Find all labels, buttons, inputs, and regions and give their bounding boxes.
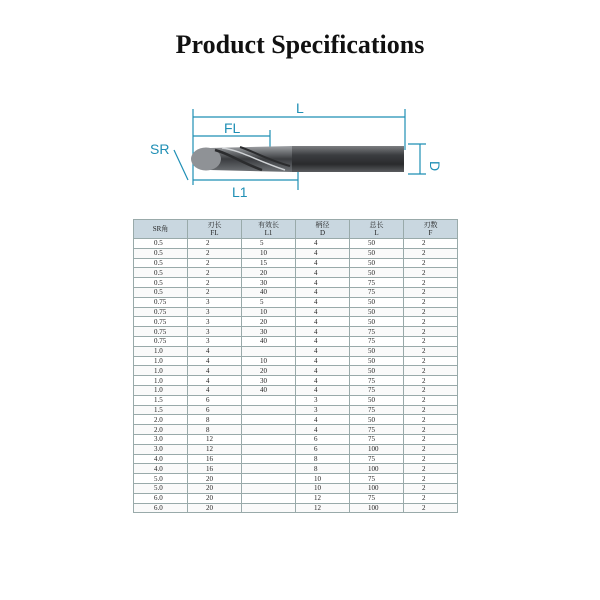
table-cell: 3: [296, 395, 350, 405]
table-cell: 50: [350, 268, 404, 278]
table-cell: 3.0: [134, 434, 188, 444]
header-f: 刃数 F: [404, 220, 458, 239]
table-cell: 4: [296, 307, 350, 317]
spec-table: [133, 219, 458, 513]
table-header-row: [134, 220, 458, 239]
table-cell: 20: [188, 474, 242, 484]
label-L: L: [296, 100, 304, 116]
table-cell: 50: [350, 366, 404, 376]
table-cell: 75: [350, 327, 404, 337]
table-cell: 4: [296, 415, 350, 425]
table-cell: 2: [404, 268, 458, 278]
table-row: [134, 464, 458, 474]
table-cell: 75: [350, 474, 404, 484]
table-cell: 0.75: [134, 307, 188, 317]
table-cell: 4: [296, 376, 350, 386]
table-cell: 4.0: [134, 464, 188, 474]
table-cell: 75: [350, 454, 404, 464]
table-cell: 6: [188, 405, 242, 415]
table-row: [134, 317, 458, 327]
table-cell: 2: [404, 258, 458, 268]
label-FL: FL: [224, 120, 241, 136]
table-cell: 20: [242, 366, 296, 376]
table-cell: 2: [404, 474, 458, 484]
table-cell: 4: [296, 317, 350, 327]
table-cell: 10: [242, 356, 296, 366]
table-cell: 15: [242, 258, 296, 268]
table-cell: 8: [188, 415, 242, 425]
table-cell: 4: [296, 336, 350, 346]
table-cell: 2: [404, 366, 458, 376]
table-cell: 3: [188, 327, 242, 337]
table-cell: 75: [350, 336, 404, 346]
table-cell: 100: [350, 444, 404, 454]
table-row: [134, 425, 458, 435]
table-cell: [242, 405, 296, 415]
table-cell: [242, 346, 296, 356]
table-cell: 6: [296, 444, 350, 454]
table-cell: 50: [350, 239, 404, 249]
table-cell: 1.0: [134, 376, 188, 386]
table-cell: 2.0: [134, 415, 188, 425]
table-cell: 6: [296, 434, 350, 444]
table-cell: 0.75: [134, 317, 188, 327]
table-cell: 10: [242, 248, 296, 258]
table-cell: 2: [404, 239, 458, 249]
table-cell: [242, 464, 296, 474]
table-row: [134, 376, 458, 386]
table-cell: 1.0: [134, 346, 188, 356]
table-cell: 50: [350, 395, 404, 405]
table-cell: 3: [188, 317, 242, 327]
table-cell: 40: [242, 287, 296, 297]
table-cell: 20: [242, 317, 296, 327]
table-row: [134, 493, 458, 503]
table-cell: 2: [404, 444, 458, 454]
table-cell: 2: [404, 483, 458, 493]
table-row: [134, 434, 458, 444]
table-cell: 50: [350, 317, 404, 327]
table-cell: 75: [350, 278, 404, 288]
table-cell: [242, 415, 296, 425]
table-cell: 50: [350, 415, 404, 425]
table-row: [134, 454, 458, 464]
table-cell: 75: [350, 405, 404, 415]
table-cell: 2: [404, 493, 458, 503]
table-cell: 16: [188, 464, 242, 474]
table-cell: 1.0: [134, 366, 188, 376]
table-cell: 2: [188, 287, 242, 297]
table-cell: 1.5: [134, 405, 188, 415]
table-cell: 100: [350, 503, 404, 513]
header-fl: 刃长 FL: [188, 220, 242, 239]
table-cell: 4: [296, 346, 350, 356]
table-cell: 10: [296, 483, 350, 493]
table-cell: 4: [296, 239, 350, 249]
table-cell: 2: [188, 258, 242, 268]
table-cell: 10: [242, 307, 296, 317]
table-cell: 30: [242, 376, 296, 386]
table-cell: [242, 395, 296, 405]
table-cell: 100: [350, 483, 404, 493]
table-cell: 40: [242, 336, 296, 346]
table-cell: 4: [296, 297, 350, 307]
table-cell: 4: [296, 278, 350, 288]
table-cell: 75: [350, 425, 404, 435]
table-cell: 2: [404, 464, 458, 474]
table-cell: 12: [296, 493, 350, 503]
table-cell: 75: [350, 385, 404, 395]
table-row: [134, 297, 458, 307]
table-cell: 4: [296, 356, 350, 366]
table-row: [134, 444, 458, 454]
table-cell: 50: [350, 297, 404, 307]
table-cell: 1.0: [134, 356, 188, 366]
table-cell: 2: [404, 336, 458, 346]
table-cell: 6.0: [134, 503, 188, 513]
table-cell: 4: [296, 327, 350, 337]
table-cell: 50: [350, 346, 404, 356]
end-mill-diagram: [0, 90, 600, 210]
table-row: [134, 287, 458, 297]
table-cell: [242, 434, 296, 444]
table-cell: 3: [188, 297, 242, 307]
table-cell: 0.75: [134, 327, 188, 337]
table-row: [134, 336, 458, 346]
table-cell: 2: [404, 425, 458, 435]
header-l: 总长 L: [350, 220, 404, 239]
table-cell: 2: [188, 268, 242, 278]
table-cell: 75: [350, 287, 404, 297]
spec-table-body: [134, 239, 458, 513]
table-row: [134, 415, 458, 425]
table-row: [134, 503, 458, 513]
table-cell: 6: [188, 395, 242, 405]
table-cell: [242, 454, 296, 464]
table-cell: 12: [296, 503, 350, 513]
table-cell: 75: [350, 376, 404, 386]
table-cell: 3: [188, 307, 242, 317]
table-cell: 100: [350, 464, 404, 474]
table-cell: 2: [404, 278, 458, 288]
table-cell: 4: [296, 268, 350, 278]
table-cell: 0.5: [134, 278, 188, 288]
table-cell: 20: [242, 268, 296, 278]
table-cell: 1.0: [134, 385, 188, 395]
table-cell: 5.0: [134, 483, 188, 493]
table-row: [134, 483, 458, 493]
table-row: [134, 395, 458, 405]
table-cell: 8: [296, 464, 350, 474]
table-cell: 2: [404, 346, 458, 356]
table-row: [134, 356, 458, 366]
table-cell: 4: [188, 346, 242, 356]
table-cell: 0.5: [134, 239, 188, 249]
table-cell: 3: [296, 405, 350, 415]
header-d: 柄径 D: [296, 220, 350, 239]
header-sr: SR角: [134, 220, 188, 239]
table-cell: 0.75: [134, 336, 188, 346]
table-cell: 0.5: [134, 268, 188, 278]
table-cell: 30: [242, 327, 296, 337]
table-cell: 2: [404, 356, 458, 366]
table-cell: 4: [188, 356, 242, 366]
table-cell: 0.5: [134, 248, 188, 258]
table-cell: 2: [404, 395, 458, 405]
table-cell: 4.0: [134, 454, 188, 464]
table-cell: 4: [188, 376, 242, 386]
table-cell: 1.5: [134, 395, 188, 405]
table-cell: 2: [188, 248, 242, 258]
table-cell: 5: [242, 297, 296, 307]
table-cell: 4: [296, 366, 350, 376]
table-cell: 12: [188, 444, 242, 454]
table-cell: 5.0: [134, 474, 188, 484]
label-SR: SR: [150, 141, 170, 157]
table-cell: 2: [404, 297, 458, 307]
table-cell: 5: [242, 239, 296, 249]
table-cell: 50: [350, 307, 404, 317]
table-row: [134, 268, 458, 278]
table-cell: 50: [350, 258, 404, 268]
table-cell: 20: [188, 483, 242, 493]
table-cell: 2: [188, 239, 242, 249]
table-cell: 30: [242, 278, 296, 288]
table-cell: 4: [296, 258, 350, 268]
table-cell: 4: [188, 385, 242, 395]
table-cell: 3.0: [134, 444, 188, 454]
table-cell: 4: [296, 248, 350, 258]
table-cell: 2: [404, 248, 458, 258]
table-row: [134, 474, 458, 484]
table-cell: 16: [188, 454, 242, 464]
table-row: [134, 327, 458, 337]
table-cell: 20: [188, 503, 242, 513]
table-cell: [242, 483, 296, 493]
table-cell: 2: [404, 376, 458, 386]
table-cell: 40: [242, 385, 296, 395]
table-cell: 75: [350, 434, 404, 444]
table-cell: 2: [404, 327, 458, 337]
table-cell: 2: [404, 503, 458, 513]
table-cell: 20: [188, 493, 242, 503]
table-cell: 2: [404, 415, 458, 425]
table-row: [134, 307, 458, 317]
table-cell: 2: [404, 454, 458, 464]
table-cell: 4: [296, 425, 350, 435]
table-cell: [242, 493, 296, 503]
table-row: [134, 278, 458, 288]
table-cell: 2: [404, 434, 458, 444]
table-cell: 0.5: [134, 258, 188, 268]
table-cell: 4: [296, 385, 350, 395]
table-cell: 4: [188, 366, 242, 376]
table-cell: 2: [188, 278, 242, 288]
table-cell: [242, 474, 296, 484]
table-cell: [242, 503, 296, 513]
table-cell: 2: [404, 287, 458, 297]
page-title: Product Specifications: [175, 30, 425, 59]
table-row: [134, 239, 458, 249]
table-row: [134, 366, 458, 376]
label-L1: L1: [232, 184, 248, 200]
table-cell: 0.75: [134, 297, 188, 307]
header-l1: 有效长 L1: [242, 220, 296, 239]
table-row: [134, 346, 458, 356]
table-row: [134, 385, 458, 395]
table-row: [134, 405, 458, 415]
table-cell: 10: [296, 474, 350, 484]
table-cell: 6.0: [134, 493, 188, 503]
table-row: [134, 248, 458, 258]
table-cell: 2: [404, 385, 458, 395]
table-cell: 2: [404, 307, 458, 317]
table-cell: 3: [188, 336, 242, 346]
table-cell: 50: [350, 248, 404, 258]
table-cell: 12: [188, 434, 242, 444]
table-cell: [242, 425, 296, 435]
end-mill-tool: [191, 146, 404, 172]
table-cell: [242, 444, 296, 454]
table-cell: 8: [188, 425, 242, 435]
table-row: [134, 258, 458, 268]
table-cell: 2.0: [134, 425, 188, 435]
table-cell: 50: [350, 356, 404, 366]
table-cell: 8: [296, 454, 350, 464]
table-cell: 0.5: [134, 287, 188, 297]
table-cell: 75: [350, 493, 404, 503]
table-cell: 4: [296, 287, 350, 297]
label-D: D: [427, 161, 443, 172]
table-cell: 2: [404, 317, 458, 327]
table-cell: 2: [404, 405, 458, 415]
